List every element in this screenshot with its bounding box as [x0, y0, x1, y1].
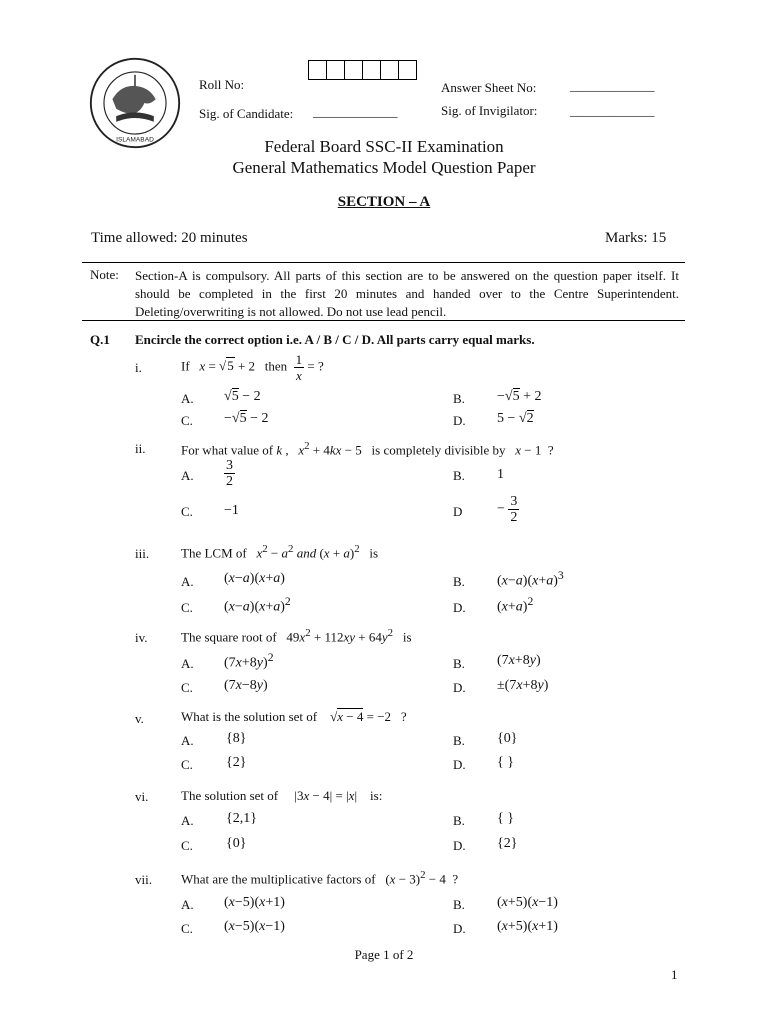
invigilator-signature-field[interactable]: _____________ — [570, 103, 655, 118]
divider-bottom — [82, 320, 685, 321]
option-letter: B. — [453, 468, 465, 483]
roll-digit-box[interactable] — [327, 61, 345, 79]
option-letter: C. — [181, 757, 193, 772]
option-letter: C. — [181, 504, 193, 519]
option-value[interactable]: √5 − 2 — [224, 389, 261, 404]
option-value[interactable]: −1 — [224, 503, 239, 518]
option-value[interactable]: { } — [497, 755, 514, 770]
note-text: Section-A is compulsory. All parts of this section are to be answered on the question paper itself. It should be completed in the first 20 minutes and handed over to the Centre Superintendent. Deleting/overwriting is not allowed. Do not use lead pencil. — [135, 268, 679, 319]
exam-title: Federal Board SSC-II Examination — [264, 137, 504, 156]
option-value[interactable]: $(x-a)(x+a)^3$ — [497, 569, 564, 589]
question-instruction: Encircle the correct option i.e. A / B / C / D. All parts carry equal marks. — [135, 332, 535, 347]
roll-digit-box[interactable] — [363, 61, 381, 79]
divider-top — [82, 262, 685, 263]
paper-title: General Mathematics Model Question Paper — [232, 158, 536, 177]
candidate-signature-label: Sig. of Candidate: — [199, 106, 294, 121]
question-stem: The LCM of $x^2 - a^2$ and $(x + a)^2$ is — [181, 543, 379, 561]
stem-text: ? — [452, 871, 459, 887]
option-value[interactable]: (7x−8y) — [224, 678, 268, 693]
page-number: Page 1 of 2 — [354, 947, 414, 962]
part-number: vi. — [135, 789, 149, 804]
option-letter: B. — [453, 733, 465, 748]
option-letter: A. — [181, 813, 194, 828]
stem-text: is — [369, 545, 379, 561]
option-value[interactable]: − $\frac{3}{2}$ — [497, 494, 518, 525]
roll-no-label: Roll No: — [199, 77, 245, 92]
option-value[interactable]: ±(7x+8y) — [497, 678, 549, 693]
board-seal-logo — [88, 56, 182, 150]
roll-digit-box[interactable] — [399, 61, 416, 79]
svg-text:ISLAMABAD: ISLAMABAD — [116, 136, 154, 144]
part-number: ii. — [135, 441, 146, 456]
option-value[interactable]: (x−5)(x−1) — [224, 919, 285, 934]
question-number: Q.1 — [90, 332, 110, 347]
option-value[interactable]: (x+5)(x+1) — [497, 919, 558, 934]
question-stem: If x = √5 + 2 then $\frac{1}{x}$ = ? — [181, 352, 324, 383]
option-letter: A. — [181, 391, 194, 406]
option-letter: D. — [453, 838, 466, 853]
option-letter: C. — [181, 600, 193, 615]
question-stem: For what value of k , $x^2 + 4kx - 5$ is completely divisible by x − 1 ? — [181, 440, 554, 458]
option-letter: A. — [181, 897, 194, 912]
option-letter: A. — [181, 574, 194, 589]
option-letter: C. — [181, 921, 193, 936]
stem-text: What are the multiplicative factors of — [181, 871, 376, 887]
option-letter: A. — [181, 656, 194, 671]
option-letter: A. — [181, 468, 194, 483]
stem-text: ? — [400, 709, 407, 724]
candidate-signature-field[interactable]: _____________ — [313, 104, 398, 119]
option-value[interactable]: {0} — [497, 731, 518, 746]
stem-text: What is the solution set of — [181, 709, 318, 724]
question-stem: What is the solution set of √x − 4 = −2 ? — [181, 709, 407, 724]
part-number: iii. — [135, 546, 150, 561]
option-value[interactable]: (x+5)(x−1) — [497, 895, 558, 910]
option-letter: D. — [453, 921, 466, 936]
section-heading: SECTION – A — [337, 194, 431, 210]
answer-sheet-label: Answer Sheet No: — [441, 80, 537, 95]
option-letter: C. — [181, 413, 193, 428]
part-number: v. — [135, 711, 144, 726]
option-letter: B. — [453, 391, 465, 406]
fraction: $\frac{1}{x}$ — [295, 352, 303, 383]
answer-sheet-field[interactable]: _____________ — [570, 78, 655, 93]
question-stem: The solution set of |3x − 4| = |x| is: — [181, 788, 383, 803]
part-number: vii. — [135, 872, 152, 887]
option-letter: B. — [453, 813, 465, 828]
option-value[interactable]: (x−a)(x+a) — [224, 571, 285, 586]
option-value[interactable]: $\frac{3}{2}$ — [226, 458, 233, 489]
option-value[interactable]: {2,1} — [226, 811, 257, 826]
option-value[interactable]: (7x+8y) — [497, 653, 541, 668]
option-value[interactable]: (x−5)(x+1) — [224, 895, 285, 910]
option-letter: D — [453, 504, 463, 519]
option-value[interactable]: $(7x+8y)^2$ — [224, 651, 274, 671]
time-allowed: Time allowed: 20 minutes — [91, 230, 248, 246]
option-letter: B. — [453, 574, 465, 589]
option-letter: D. — [453, 757, 466, 772]
option-letter: C. — [181, 680, 193, 695]
roll-digit-box[interactable] — [309, 61, 327, 79]
option-letter: D. — [453, 600, 466, 615]
part-number: i. — [135, 360, 142, 375]
option-value[interactable]: {2} — [497, 836, 518, 851]
option-value[interactable]: {8} — [226, 731, 247, 746]
stem-text: is — [402, 629, 412, 645]
roll-digit-box[interactable] — [381, 61, 399, 79]
math-expression: x — [199, 358, 206, 374]
stem-text: The LCM of — [181, 545, 247, 561]
option-letter: B. — [453, 656, 465, 671]
total-marks: Marks: 15 — [605, 230, 667, 246]
option-letter: D. — [453, 413, 466, 428]
option-value[interactable]: 1 — [497, 467, 504, 482]
roll-no-boxes[interactable] — [308, 60, 417, 80]
option-letter: C. — [181, 838, 193, 853]
stem-text: then — [264, 358, 288, 374]
stem-text: ? — [547, 442, 554, 458]
option-value[interactable]: $(x-a)(x+a)^2$ — [224, 595, 291, 615]
option-value[interactable]: {2} — [226, 755, 247, 770]
question-stem: The square root of $49x^2 + 112xy + 64y^2$ is — [181, 627, 412, 645]
invigilator-signature-label: Sig. of Invigilator: — [441, 103, 538, 118]
option-value[interactable]: $(x+a)^2$ — [497, 595, 534, 615]
option-value[interactable]: {0} — [226, 836, 247, 851]
stem-text: For what value of — [181, 442, 274, 458]
option-value[interactable]: −√5 + 2 — [497, 389, 542, 404]
sheet-number: 1 — [671, 967, 678, 982]
question-stem: What are the multiplicative factors of $(x - 3)^2 - 4$ ? — [181, 869, 459, 887]
note-label: Note: — [90, 267, 119, 282]
part-number: iv. — [135, 630, 148, 645]
option-value[interactable]: 5 − √2 — [497, 411, 534, 426]
option-letter: D. — [453, 680, 466, 695]
stem-text: is completely divisible by — [371, 442, 506, 458]
stem-text: The solution set of — [181, 788, 279, 803]
stem-text: The square root of — [181, 629, 277, 645]
option-value[interactable]: −√5 − 2 — [224, 411, 269, 426]
stem-text: If — [181, 358, 190, 374]
option-letter: B. — [453, 897, 465, 912]
roll-digit-box[interactable] — [345, 61, 363, 79]
option-value[interactable]: { } — [497, 811, 514, 826]
option-letter: A. — [181, 733, 194, 748]
stem-text: is: — [370, 788, 383, 803]
